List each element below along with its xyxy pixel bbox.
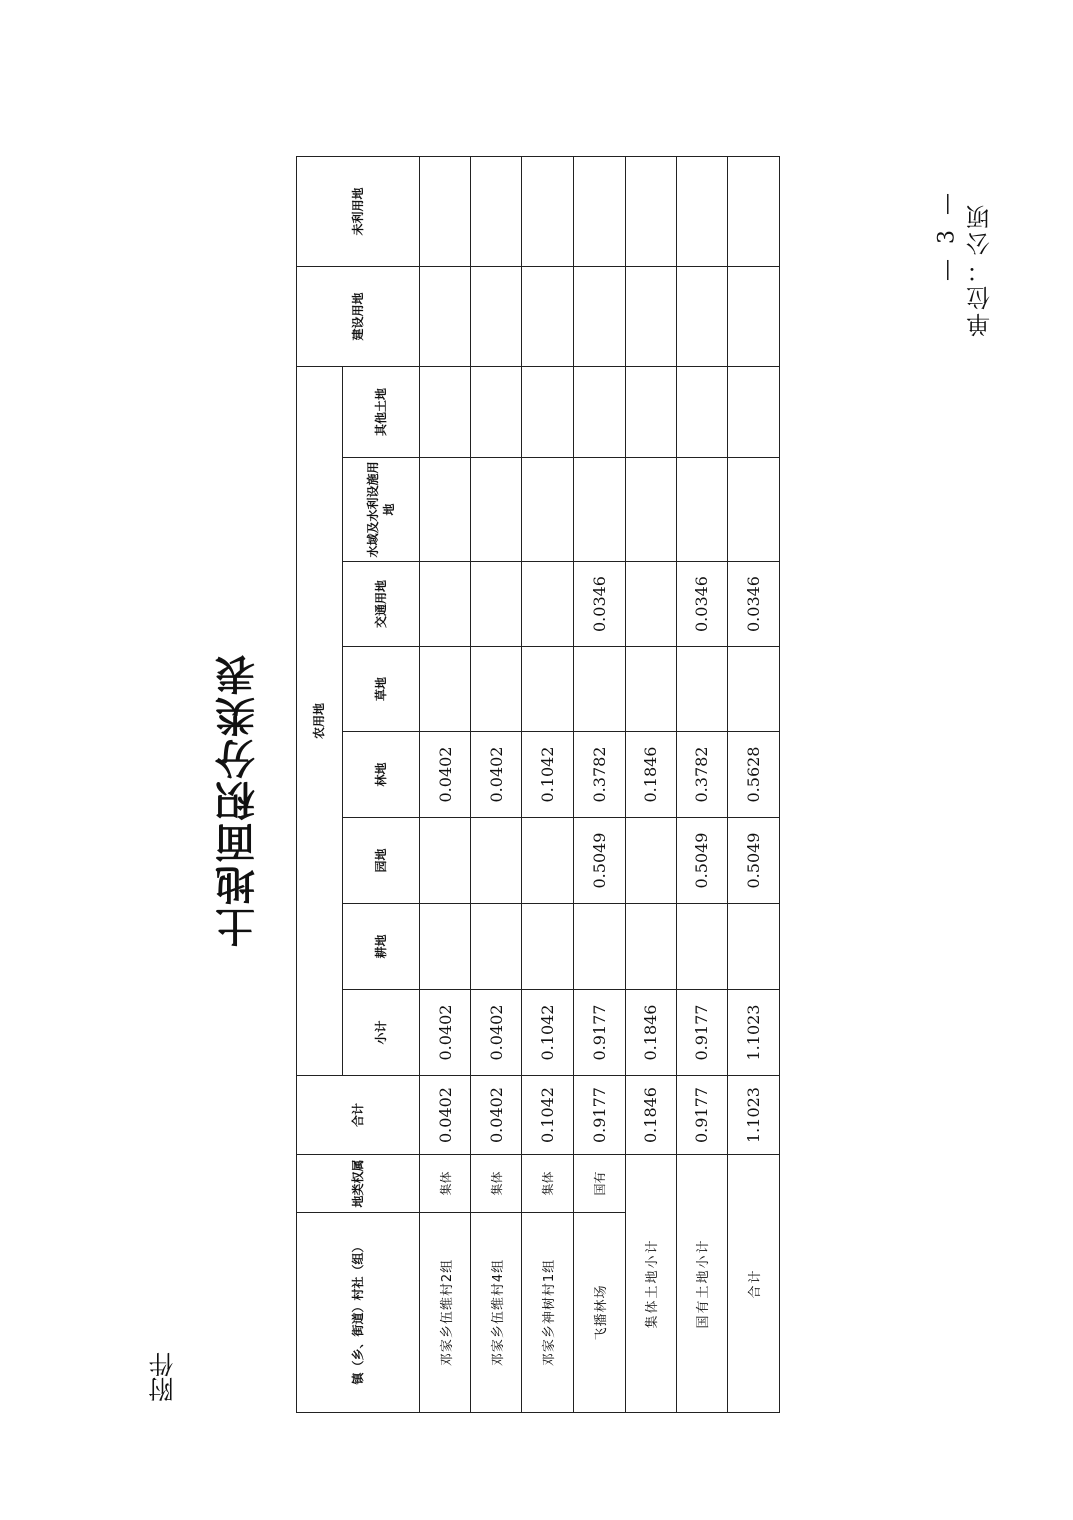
row-arable bbox=[573, 904, 625, 990]
summary-construction bbox=[727, 266, 779, 366]
row-other bbox=[471, 366, 522, 457]
summary-garden bbox=[625, 818, 676, 904]
summary-arable bbox=[625, 904, 676, 990]
row-construction bbox=[471, 266, 522, 366]
summary-grass bbox=[625, 647, 676, 732]
row-construction bbox=[573, 266, 625, 366]
header-town: 镇（乡、街道）村社（组） bbox=[297, 1213, 420, 1413]
row-ownership: 集体 bbox=[420, 1155, 471, 1213]
row-grass bbox=[522, 647, 573, 732]
row-grass bbox=[420, 647, 471, 732]
header-other: 其他土地 bbox=[343, 366, 420, 457]
row-construction bbox=[522, 266, 573, 366]
row-forest: 0.1042 bbox=[522, 732, 573, 818]
row-name: 邓家乡伍维村2组 bbox=[420, 1213, 471, 1413]
summary-other bbox=[727, 366, 779, 457]
row-subtotal: 0.1042 bbox=[522, 990, 573, 1076]
row-unused bbox=[522, 156, 573, 266]
header-unused-land: 未利用地 bbox=[297, 156, 420, 266]
header-construction-land: 建设用地 bbox=[297, 266, 420, 366]
row-subtotal: 0.9177 bbox=[573, 990, 625, 1076]
row-name: 邓家乡神树村1组 bbox=[522, 1213, 573, 1413]
header-agricultural-land: 农用地 bbox=[297, 366, 343, 1075]
summary-forest: 0.3782 bbox=[676, 732, 727, 818]
row-name: 邓家乡伍维村4组 bbox=[471, 1213, 522, 1413]
row-forest: 0.3782 bbox=[573, 732, 625, 818]
unit-label: 单位：公顷 bbox=[966, 202, 995, 338]
row-traffic bbox=[522, 562, 573, 647]
summary-grass bbox=[676, 647, 727, 732]
land-area-table-container bbox=[296, 157, 780, 1413]
row-unused bbox=[471, 156, 522, 266]
header-arable: 耕地 bbox=[343, 904, 420, 990]
row-garden bbox=[471, 818, 522, 904]
row-unused bbox=[420, 156, 471, 266]
row-other bbox=[573, 366, 625, 457]
row-water bbox=[471, 458, 522, 562]
summary-garden: 0.5049 bbox=[727, 818, 779, 904]
summary-construction bbox=[676, 266, 727, 366]
summary-other bbox=[676, 366, 727, 457]
summary-total: 0.9177 bbox=[676, 1076, 727, 1155]
summary-traffic bbox=[625, 562, 676, 647]
row-arable bbox=[420, 904, 471, 990]
summary-water bbox=[727, 458, 779, 562]
row-name: 飞播林场 bbox=[573, 1213, 625, 1413]
row-arable bbox=[471, 904, 522, 990]
header-grass: 草地 bbox=[343, 647, 420, 732]
table-row bbox=[420, 156, 471, 1412]
row-water bbox=[573, 458, 625, 562]
summary-arable bbox=[727, 904, 779, 990]
header-subtotal: 小计 bbox=[343, 990, 420, 1076]
header-row-1 bbox=[297, 156, 343, 1412]
annex-label: 附件 bbox=[148, 1352, 177, 1402]
row-grass bbox=[573, 647, 625, 732]
table-row bbox=[471, 156, 522, 1412]
summary-row bbox=[727, 156, 779, 1412]
row-construction bbox=[420, 266, 471, 366]
header-total: 合计 bbox=[297, 1076, 420, 1155]
summary-subtotal: 1.1023 bbox=[727, 990, 779, 1076]
row-subtotal: 0.0402 bbox=[471, 990, 522, 1076]
summary-unused bbox=[727, 156, 779, 266]
summary-subtotal: 0.9177 bbox=[676, 990, 727, 1076]
row-traffic bbox=[471, 562, 522, 647]
summary-name: 国有土地小计 bbox=[676, 1155, 727, 1413]
row-other bbox=[420, 366, 471, 457]
summary-row bbox=[625, 156, 676, 1412]
row-water bbox=[420, 458, 471, 562]
land-area-table bbox=[296, 156, 780, 1413]
summary-construction bbox=[625, 266, 676, 366]
summary-garden: 0.5049 bbox=[676, 818, 727, 904]
row-ownership: 国有 bbox=[573, 1155, 625, 1213]
summary-traffic: 0.0346 bbox=[676, 562, 727, 647]
summary-unused bbox=[676, 156, 727, 266]
table-row bbox=[522, 156, 573, 1412]
row-traffic: 0.0346 bbox=[573, 562, 625, 647]
header-garden: 园地 bbox=[343, 818, 420, 904]
row-water bbox=[522, 458, 573, 562]
summary-grass bbox=[727, 647, 779, 732]
summary-unused bbox=[625, 156, 676, 266]
page-title: 土地面积分类表 bbox=[214, 653, 262, 947]
header-forest: 林地 bbox=[343, 732, 420, 818]
summary-subtotal: 0.1846 bbox=[625, 990, 676, 1076]
row-grass bbox=[471, 647, 522, 732]
row-arable bbox=[522, 904, 573, 990]
summary-total: 0.1846 bbox=[625, 1076, 676, 1155]
summary-other bbox=[625, 366, 676, 457]
page-number: — 3 — bbox=[934, 189, 960, 281]
table-row bbox=[573, 156, 625, 1412]
summary-water bbox=[625, 458, 676, 562]
row-other bbox=[522, 366, 573, 457]
row-ownership: 集体 bbox=[471, 1155, 522, 1213]
summary-forest: 0.1846 bbox=[625, 732, 676, 818]
row-garden: 0.5049 bbox=[573, 818, 625, 904]
summary-name: 集体土地小计 bbox=[625, 1155, 676, 1413]
row-forest: 0.0402 bbox=[471, 732, 522, 818]
summary-total: 1.1023 bbox=[727, 1076, 779, 1155]
row-total: 0.1042 bbox=[522, 1076, 573, 1155]
row-garden bbox=[522, 818, 573, 904]
summary-name: 合计 bbox=[727, 1155, 779, 1413]
row-traffic bbox=[420, 562, 471, 647]
row-ownership: 集体 bbox=[522, 1155, 573, 1213]
row-garden bbox=[420, 818, 471, 904]
summary-forest: 0.5628 bbox=[727, 732, 779, 818]
row-subtotal: 0.0402 bbox=[420, 990, 471, 1076]
row-total: 0.9177 bbox=[573, 1076, 625, 1155]
summary-traffic: 0.0346 bbox=[727, 562, 779, 647]
summary-row bbox=[676, 156, 727, 1412]
summary-arable bbox=[676, 904, 727, 990]
row-forest: 0.0402 bbox=[420, 732, 471, 818]
header-ownership: 地类权属 bbox=[297, 1155, 420, 1213]
row-total: 0.0402 bbox=[471, 1076, 522, 1155]
header-water: 水域及水利设施用地 bbox=[343, 458, 420, 562]
row-unused bbox=[573, 156, 625, 266]
header-traffic: 交通用地 bbox=[343, 562, 420, 647]
summary-water bbox=[676, 458, 727, 562]
row-total: 0.0402 bbox=[420, 1076, 471, 1155]
